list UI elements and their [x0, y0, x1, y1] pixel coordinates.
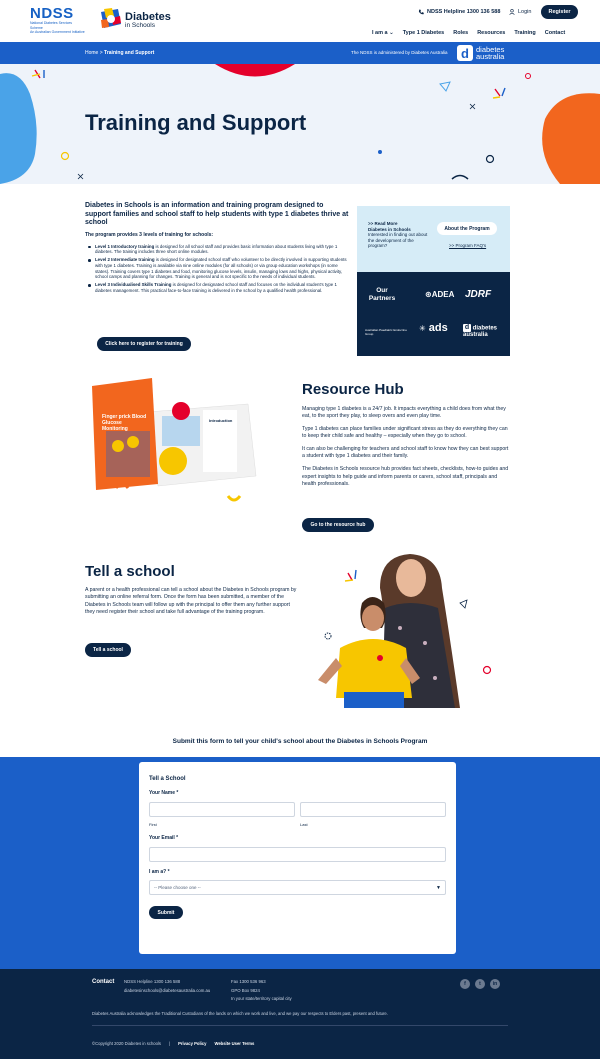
level-name: Level 3 Individualised Skills Training: [95, 282, 172, 288]
iam-select[interactable]: [149, 880, 446, 895]
program-faq-link[interactable]: >> Program FAQ's: [449, 243, 487, 248]
booklet-inner-title: Introduction: [209, 418, 233, 423]
breadcrumb-home[interactable]: Home: [85, 50, 99, 56]
email-input[interactable]: [149, 847, 446, 862]
list-item: [85, 282, 350, 294]
email-label: Your Email *: [149, 835, 179, 841]
diabetes-australia-d-icon: d: [457, 45, 473, 61]
footer-email[interactable]: diabetesinschools@diabetesaustralia.com.au: [124, 987, 211, 993]
ndss-logo-text: NDSS: [30, 5, 74, 22]
footer-fax: Fax 1300 536 963: [231, 979, 266, 984]
administered-by-text: The NDSS is administered by Diabetes Australia: [351, 50, 448, 55]
footer-divider: [92, 1025, 508, 1026]
dis-logo-icon: [98, 6, 124, 32]
linkedin-icon[interactable]: in: [490, 979, 500, 989]
ndss-logo[interactable]: [30, 6, 85, 35]
footer-bottom: [92, 1041, 254, 1046]
resource-hub-paragraph: It can also be challenging for teachers and school staff to know how they can best support a student with type 1 diabetes and their family.: [302, 446, 509, 460]
partner-logo-diabetes-australia[interactable]: [463, 324, 503, 338]
main-nav: [372, 30, 565, 36]
list-item: [85, 257, 350, 280]
intro-lead: Diabetes in Schools is an information and training program designed to support families and school staff to help students with type 1 diabetes thrive at school: [85, 202, 349, 226]
hero-banner: [0, 64, 600, 184]
ads-star-icon: ✳: [419, 324, 426, 333]
nav-i-am-a[interactable]: [372, 30, 394, 36]
helpline-link[interactable]: [418, 9, 500, 15]
partner-adea-text: ADEA: [431, 290, 455, 299]
iam-select-value: -- Please choose one --: [154, 885, 201, 890]
diabetes-australia-d-icon: d: [464, 324, 470, 331]
diabetes-australia-logo[interactable]: [457, 45, 504, 61]
nav-contact[interactable]: Contact: [544, 30, 566, 36]
partner-ads-text: ads: [428, 322, 448, 334]
tell-a-school-text: A parent or a health professional can tell a school about the Diabetes in Schools program by submitting an online referral form. Once the form has been submitted, a member of the Diabetes in Schools team will follow up with the principal to offer them any further support they need register their school and take full advantage of the training program.: [85, 587, 297, 615]
diabetes-in-schools-logo[interactable]: [98, 6, 178, 34]
nav-i-am-a-label: I am a: [372, 30, 388, 36]
caret-down-icon: ▼: [436, 884, 441, 891]
footer-contact-col1: [124, 978, 210, 995]
resource-hub-paragraph: Managing type 1 diabetes is a 24/7 job. It impacts everything a child does from what they eat, to the sport they play, to sleep overs and even play time.: [302, 406, 506, 420]
dis-logo-line1: Diabetes: [125, 11, 171, 23]
last-name-input[interactable]: [300, 802, 446, 817]
program-sidecard: [357, 206, 510, 356]
chevron-down-icon: ⌄: [389, 30, 394, 36]
resource-booklet-image: [88, 376, 258, 506]
partners-label: Our Partners: [368, 287, 396, 302]
last-label: Last: [300, 822, 308, 827]
ndss-logo-sub2: An Australian Government Initiative: [30, 30, 85, 34]
partner-logo-adea[interactable]: [425, 290, 454, 299]
nav-type-1-diabetes[interactable]: Type 1 Diabetes: [402, 30, 445, 36]
footer-po-box: GPO Box 9824: [231, 987, 260, 993]
read-more-label: >> Read More: [368, 221, 398, 226]
about-program-button[interactable]: About the Program: [437, 222, 497, 235]
da-logo-line2: australia: [476, 52, 505, 61]
partner-logo-jdrf[interactable]: JDRF: [465, 289, 492, 300]
footer-contact-col2: [231, 978, 292, 1004]
level-text: is designed for all school staff and provides basic information about students living with type 1 diabetes. The training includes three short online modules.: [95, 243, 338, 255]
ndss-logo-sub1: National Diabetes Services Scheme: [30, 21, 73, 30]
twitter-icon[interactable]: t: [475, 979, 485, 989]
register-button[interactable]: Register: [541, 5, 578, 19]
intro-subheading: The program provides 3 levels of training for schools:: [85, 231, 214, 238]
read-more-title: Diabetes in Schools: [368, 226, 411, 232]
resource-hub-paragraph: Type 1 diabetes can place families under significant stress as they do everything they can to keep their child safe and healthy – especially when they go to school.: [302, 426, 508, 440]
read-more-panel: [357, 206, 510, 272]
footer-separator: |: [168, 1041, 171, 1046]
nav-training[interactable]: Training: [514, 30, 536, 36]
level-name: Level 1 Introductory training: [95, 243, 155, 249]
user-icon: [509, 9, 515, 15]
partners-panel: [357, 272, 510, 356]
form-title: Tell a School: [149, 776, 186, 782]
footer-acknowledgement: Diabetes Australia acknowledges the Traditional Custodians of the lands on which we work and live, and we pay our respects to Elders past, present and future.: [92, 1011, 388, 1016]
helpline-text: NDSS Helpline 1300 136 588: [427, 9, 501, 15]
nav-resources[interactable]: Resources: [477, 30, 506, 36]
iam-label: I am a? *: [149, 869, 170, 875]
resource-hub-title: Resource Hub: [302, 381, 404, 398]
nav-roles[interactable]: Roles: [453, 30, 469, 36]
footer-helpline[interactable]: NDSS Helpline 1300 136 588: [124, 979, 181, 984]
footer-location: In your state/territory capital city: [231, 996, 292, 1001]
intro-section: [85, 202, 350, 296]
first-label: First: [149, 822, 157, 827]
breadcrumb-bar: [0, 42, 600, 64]
facebook-icon[interactable]: f: [460, 979, 470, 989]
booklet-illustration: [88, 376, 258, 506]
tell-a-school-title: Tell a school: [85, 563, 175, 580]
tell-a-school-button[interactable]: Tell a school: [85, 643, 131, 657]
tell-a-school-form: [139, 762, 456, 954]
resource-hub-paragraph: The Diabetes in Schools resource hub provides fact sheets, checklists, how-to guides and expert insights to help guide and inform parents or carers, school staff, principals and health professionals.: [302, 466, 509, 487]
name-label: Your Name *: [149, 790, 179, 796]
register-for-training-button[interactable]: Click here to register for training: [97, 337, 191, 351]
breadcrumb-separator: >: [98, 50, 105, 56]
read-more-block: [368, 221, 428, 249]
dis-logo-line2: in Schools: [125, 22, 155, 29]
people-illustration: [300, 548, 500, 708]
privacy-policy-link[interactable]: Privacy Policy: [178, 1041, 207, 1046]
footer-copyright: ©Copyright 2020 Diabetes in schools: [92, 1041, 161, 1046]
resource-hub-button[interactable]: Go to the resource hub: [302, 518, 374, 532]
first-name-input[interactable]: [149, 802, 295, 817]
site-footer: [0, 969, 600, 1059]
level-text: is designed for designated school staff and focuses on the individual student's type 1 diabetes management. This practical face-to-face training is delivered in the school by a qualified health professional.: [95, 282, 337, 294]
login-link[interactable]: [509, 9, 531, 15]
level-name: Level 2 Intermediate training: [95, 257, 155, 263]
student-and-parent-photo: [300, 548, 500, 708]
submit-form-heading: Submit this form to tell your child's school about the Diabetes in Schools Program: [172, 738, 428, 745]
website-user-terms-link[interactable]: Website User Terms: [214, 1041, 255, 1046]
adea-icon: ⊛: [425, 290, 432, 299]
booklet-cover-title: Finger prick Blood Glucose Monitoring: [102, 414, 147, 432]
partner-logo-ads[interactable]: [419, 322, 448, 334]
level-text: is designed for designated school staff who volunteer to be directly involved in supporting students with type 1 diabetes. Training is available via nine online modules (for all schools) or via group education workshops (in some states). Training covers type 1 diabetes and food, monitoring glucose levels, insulin, managing lows and highs, physical activity, school camps and planning for changes. Training is general and is not specific to the needs of individual students.: [95, 257, 347, 280]
da-logo-line1: diabetes: [476, 45, 505, 54]
submit-button[interactable]: Submit: [149, 906, 183, 919]
footer-contact-label: Contact: [92, 979, 115, 985]
site-header: [0, 0, 600, 42]
read-more-text: Interested in finding out about the development of the program?: [368, 232, 428, 249]
training-levels-list: [85, 244, 350, 294]
breadcrumb-current: Training and Support: [104, 50, 155, 56]
login-text: Login: [518, 9, 532, 15]
resource-hub-text: [302, 406, 512, 494]
list-item: [85, 244, 350, 256]
partner-logo-apeg[interactable]: Australian Paediatric Endocrine Group: [365, 328, 407, 336]
page-title: Training and Support: [85, 110, 307, 135]
breadcrumb: [85, 50, 154, 56]
partner-da-text: diabetes australia: [463, 325, 498, 338]
phone-icon: [418, 9, 424, 15]
